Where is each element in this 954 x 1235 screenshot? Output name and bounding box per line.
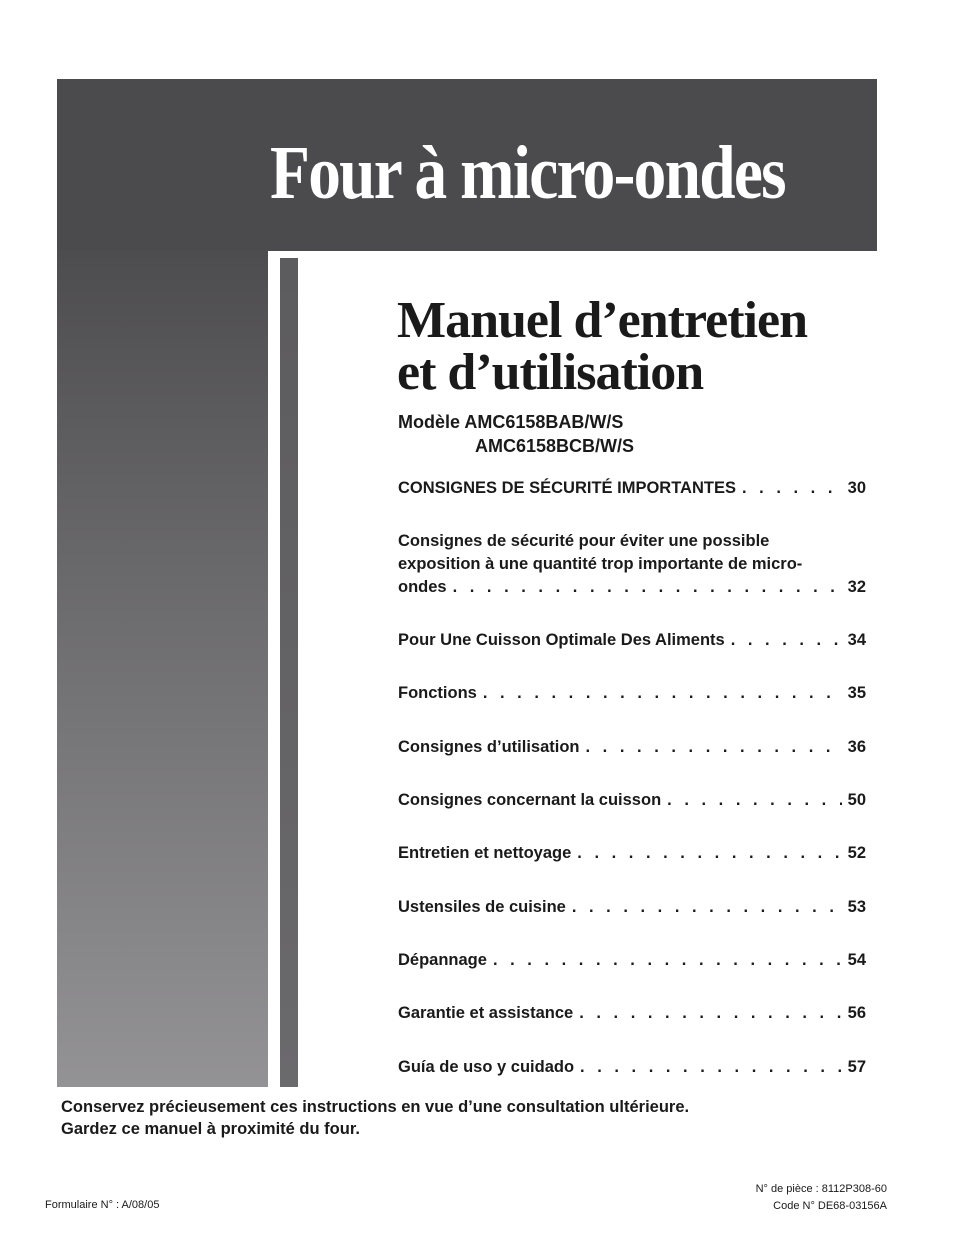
decorative-gradient-column [57,251,268,1087]
toc-leader-dots [742,477,842,500]
toc-entry-page: 56 [847,1004,866,1022]
toc-entry[interactable] [398,789,866,812]
toc-entry-page: 36 [847,738,866,756]
toc-entry[interactable] [398,1002,866,1025]
toc-entry-page: 35 [847,684,866,702]
subtitle-line-2: et d’utilisation [397,344,704,401]
toc-leader-dots [577,842,841,865]
toc-leader-dots [580,1056,842,1079]
toc-entry-title: Fonctions [398,684,477,702]
toc-entry-page: 50 [847,791,866,809]
toc-entry-title: Pour Une Cuisson Optimale Des Aliments [398,631,725,649]
toc-entry[interactable] [398,736,866,759]
code-number: Code N° DE68-03156A [773,1200,887,1212]
toc-entry-title: CONSIGNES DE SÉCURITÉ IMPORTANTES [398,479,736,497]
keep-instructions-notice [61,1096,689,1140]
toc-entry[interactable] [398,949,866,972]
toc-entry-page: 34 [847,631,866,649]
toc-entry-page: 52 [847,844,866,862]
toc-entry[interactable] [398,682,866,705]
toc-leader-dots [453,576,842,599]
decorative-side-bar [280,258,298,1087]
toc-entry-title: Consignes d’utilisation [398,738,580,756]
toc-leader-dots [731,629,842,652]
toc-entry-title: Guía de uso y cuidado [398,1058,575,1076]
document-title: Four à micro-ondes [270,131,785,215]
toc-entry[interactable] [398,530,866,599]
toc-entry-page: 30 [847,479,866,497]
toc-entry-page: 32 [847,578,866,596]
model-line-2: AMC6158BCB/W/S [475,436,635,456]
toc-leader-dots [493,949,842,972]
notice-line-2: Gardez ce manuel à proximité du four. [61,1120,360,1138]
toc-entry[interactable] [398,477,866,500]
toc-entry-page: 54 [847,951,866,969]
toc-leader-dots [483,682,842,705]
model-line-1: Modèle AMC6158BAB/W/S [398,412,624,432]
part-number: N° de pièce : 8112P308-60 [755,1183,887,1195]
model-numbers [398,410,634,458]
toc-entry[interactable] [398,896,866,919]
toc-entry-title-line-2: exposition à une quantité trop importante de micro- [398,555,803,573]
toc-entry-title-line-3: ondes [398,578,447,596]
toc-entry-title: Garantie et assistance [398,1004,574,1022]
form-number: Formulaire N° : A/08/05 [45,1199,160,1211]
part-info [756,1181,887,1215]
toc-entry-page: 57 [847,1058,866,1076]
toc-entry-page: 53 [847,898,866,916]
manual-subtitle [397,292,807,401]
toc-entry[interactable] [398,629,866,652]
toc-leader-dots [572,896,842,919]
toc-leader-dots [667,789,841,812]
subtitle-line-1: Manuel d’entretien [397,292,807,349]
toc-entry-title: Consignes concernant la cuisson [398,791,662,809]
toc-entry[interactable] [398,1056,866,1079]
toc-leader-dots [586,736,842,759]
toc-entry-title: Consignes de sécurité pour éviter une possible [398,532,770,550]
toc-leader-dots [579,1002,841,1025]
toc-entry-title: Ustensiles de cuisine [398,898,566,916]
notice-line-1: Conservez précieusement ces instructions en vue d’une consultation ultérieure. [61,1098,690,1116]
toc-entry-title: Dépannage [398,951,487,969]
toc-entry[interactable] [398,842,866,865]
toc-entry-title: Entretien et nettoyage [398,844,572,862]
